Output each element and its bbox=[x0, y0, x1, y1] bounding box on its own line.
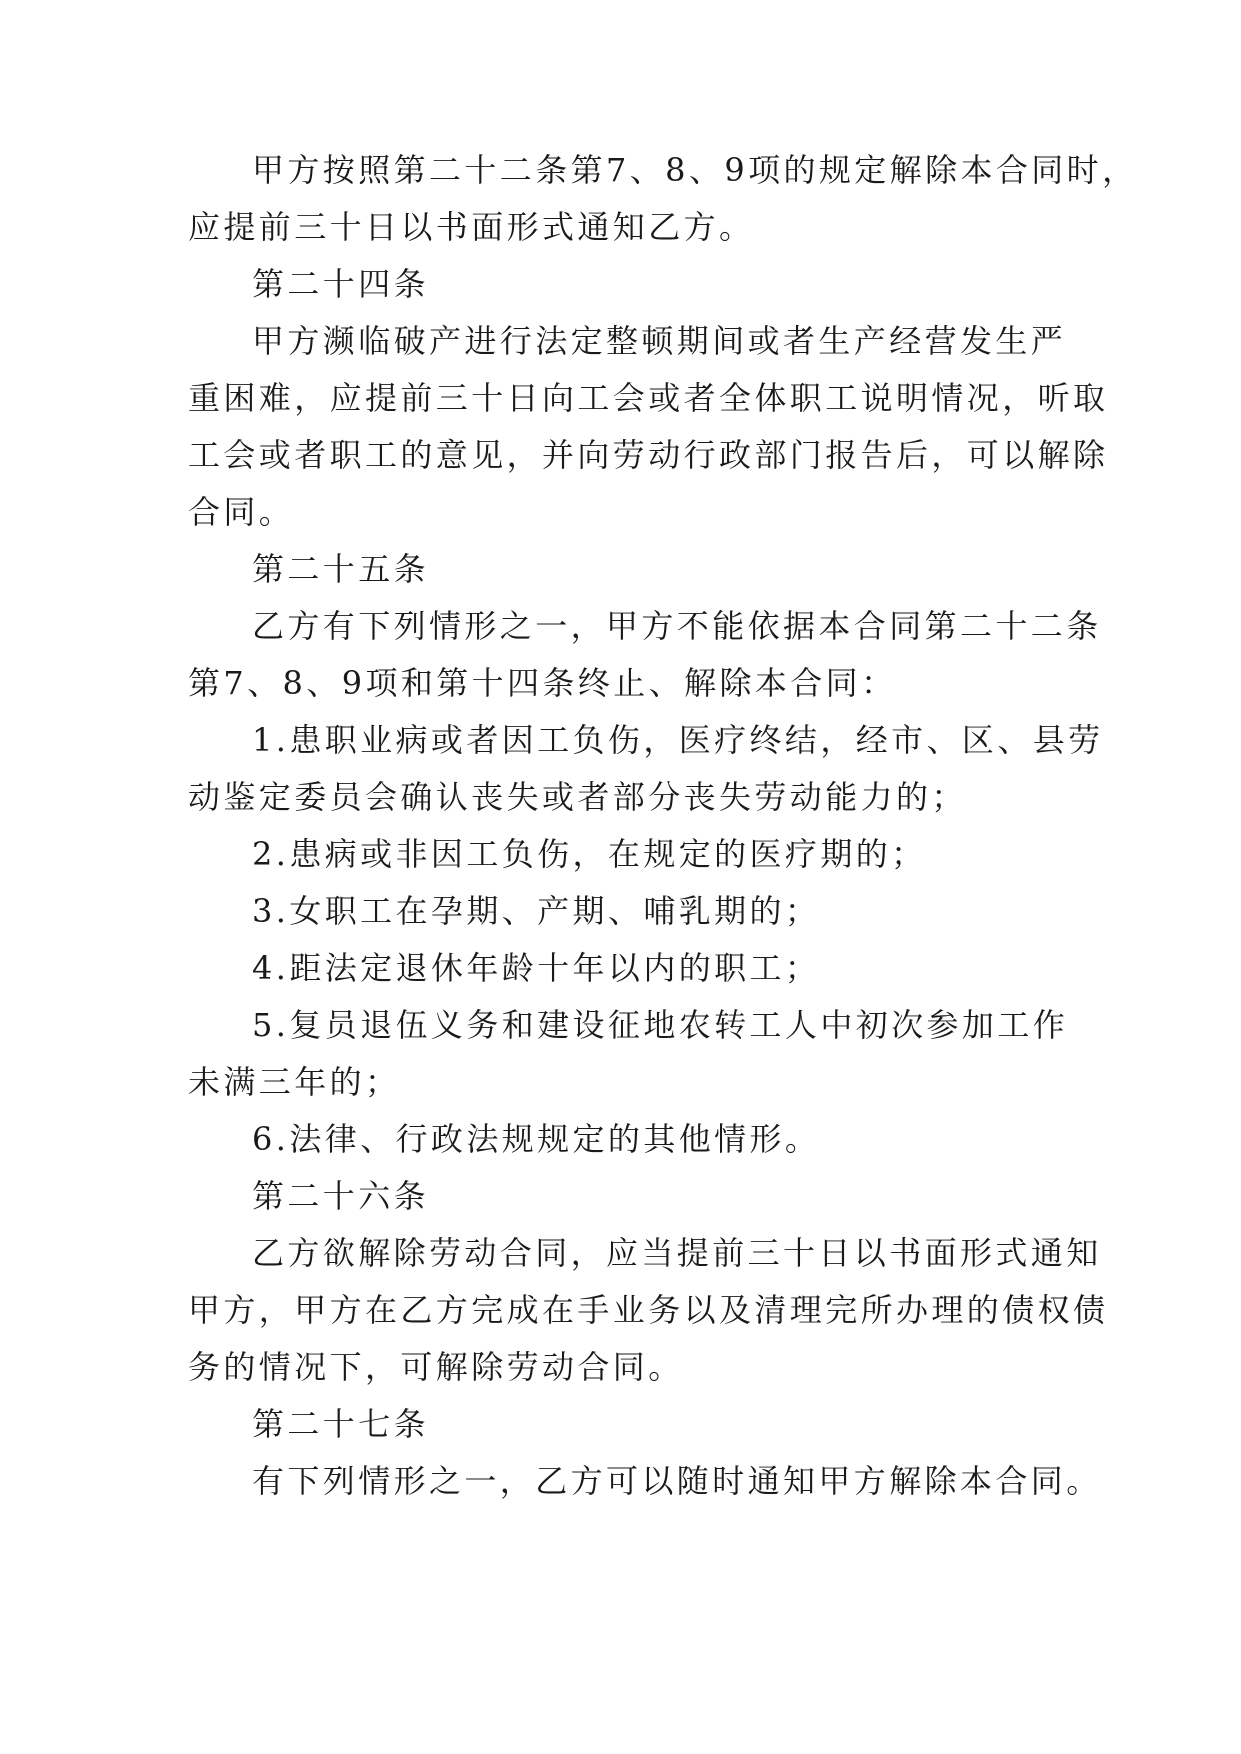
paragraph-line: 工会或者职工的意见，并向劳动行政部门报告后，可以解除 bbox=[188, 436, 1109, 474]
paragraph-line: 务的情况下，可解除劳动合同。 bbox=[188, 1348, 684, 1386]
paragraph-line: 应提前三十日以书面形式通知乙方。 bbox=[188, 208, 755, 246]
article-heading: 第二十五条 bbox=[252, 550, 430, 588]
article-heading: 第二十四条 bbox=[252, 265, 430, 303]
list-item: 2.患病或非因工负伤，在规定的医疗期的； bbox=[252, 835, 927, 873]
paragraph-line: 甲方，甲方在乙方完成在手业务以及清理完所办理的债权债 bbox=[188, 1291, 1109, 1329]
article-heading: 第二十七条 bbox=[252, 1405, 430, 1443]
article-heading: 第二十六条 bbox=[252, 1177, 430, 1215]
paragraph-line: 未满三年的； bbox=[188, 1063, 401, 1101]
paragraph-line: 有下列情形之一，乙方可以随时通知甲方解除本合同。 bbox=[252, 1462, 1102, 1500]
paragraph-line: 动鉴定委员会确认丧失或者部分丧失劳动能力的； bbox=[188, 778, 967, 816]
list-item: 6.法律、行政法规规定的其他情形。 bbox=[252, 1120, 821, 1158]
paragraph-line: 甲方按照第二十二条第7、8、9项的规定解除本合同时， bbox=[252, 151, 1138, 189]
list-item: 1.患职业病或者因工负伤，医疗终结，经市、区、县劳 bbox=[252, 721, 1104, 759]
list-item: 4.距法定退休年龄十年以内的职工； bbox=[252, 949, 821, 987]
paragraph-line: 甲方濒临破产进行法定整顿期间或者生产经营发生严 bbox=[252, 322, 1067, 360]
paragraph-line: 乙方欲解除劳动合同，应当提前三十日以书面形式通知 bbox=[252, 1234, 1102, 1272]
paragraph-line: 合同。 bbox=[188, 493, 295, 531]
paragraph-line: 重困难，应提前三十日向工会或者全体职工说明情况，听取 bbox=[188, 379, 1109, 417]
list-item: 3.女职工在孕期、产期、哺乳期的； bbox=[252, 892, 821, 930]
paragraph-line: 乙方有下列情形之一，甲方不能依据本合同第二十二条 bbox=[252, 607, 1102, 645]
list-item: 5.复员退伍义务和建设征地农转工人中初次参加工作 bbox=[252, 1006, 1069, 1044]
paragraph-line: 第7、8、9项和第十四条终止、解除本合同： bbox=[188, 664, 897, 702]
